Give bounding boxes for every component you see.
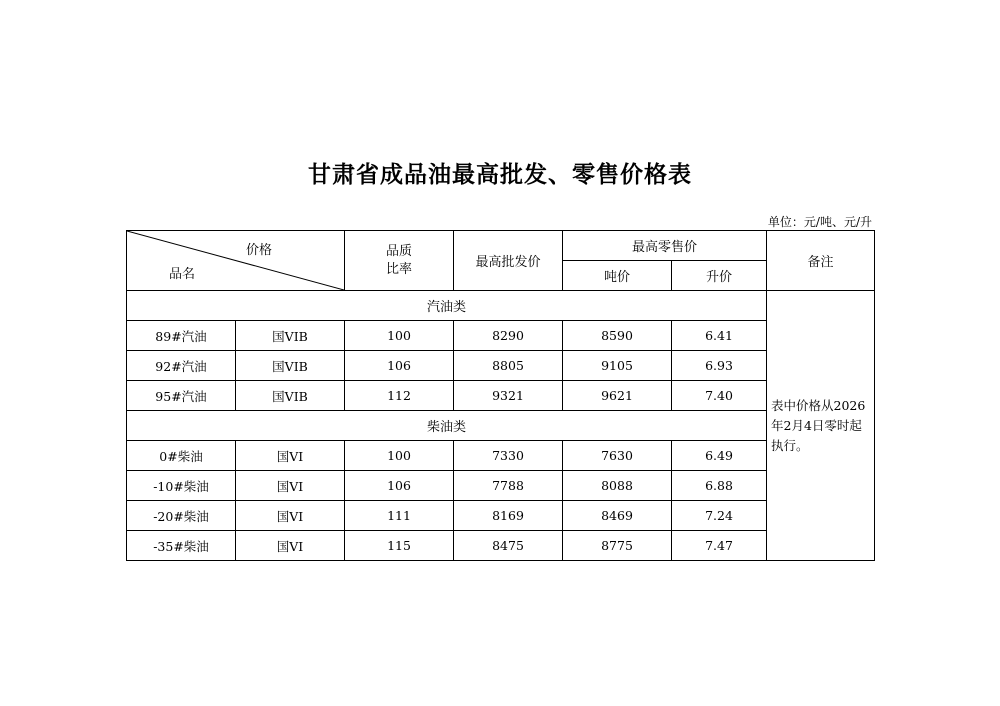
standard-cell: 国VIB	[236, 321, 345, 351]
category-label: 汽油类	[127, 291, 767, 321]
grade-ratio-cell: 111	[345, 501, 454, 531]
standard-cell: 国VI	[236, 531, 345, 561]
retail-liter-price-cell: 6.49	[672, 441, 767, 471]
table-row	[127, 381, 875, 411]
table-row	[127, 531, 875, 561]
standard-cell: 国VI	[236, 441, 345, 471]
diagonal-header-cell	[127, 231, 345, 291]
wholesale-price-cell: 8290	[454, 321, 563, 351]
table-row	[127, 471, 875, 501]
grade-ratio-header	[345, 231, 454, 291]
retail-liter-price-cell: 6.88	[672, 471, 767, 501]
product-name-header-label: 品名	[169, 267, 196, 282]
category-row	[127, 411, 875, 441]
standard-cell: 国VI	[236, 471, 345, 501]
grade-ratio-cell: 112	[345, 381, 454, 411]
per-ton-header: 吨价	[563, 261, 672, 291]
standard-cell: 国VIB	[236, 351, 345, 381]
table-row	[127, 351, 875, 381]
retail-ton-price-cell: 8590	[563, 321, 672, 351]
retail-ton-price-cell: 9105	[563, 351, 672, 381]
diagonal-line	[127, 231, 344, 290]
retail-ton-price-cell: 8469	[563, 501, 672, 531]
retail-liter-price-cell: 7.24	[672, 501, 767, 531]
product-name-cell: 92#汽油	[127, 351, 236, 381]
retail-ton-price-cell: 7630	[563, 441, 672, 471]
wholesale-price-cell: 8475	[454, 531, 563, 561]
product-name-cell: 0#柴油	[127, 441, 236, 471]
grade-ratio-cell: 106	[345, 351, 454, 381]
retail-ton-price-cell: 9621	[563, 381, 672, 411]
remark-header: 备注	[767, 231, 875, 291]
standard-cell: 国VI	[236, 501, 345, 531]
wholesale-price-cell: 8169	[454, 501, 563, 531]
product-name-cell: -20#柴油	[127, 501, 236, 531]
retail-liter-price-cell: 6.41	[672, 321, 767, 351]
remark-cell: 表中价格从2026年2月4日零时起执行。	[767, 291, 875, 561]
wholesale-price-cell: 7788	[454, 471, 563, 501]
product-name-cell: 89#汽油	[127, 321, 236, 351]
page-title: 甘肃省成品油最高批发、零售价格表	[308, 162, 692, 188]
retail-liter-price-cell: 6.93	[672, 351, 767, 381]
retail-ton-price-cell: 8775	[563, 531, 672, 561]
unit-note: 单位：元/吨、元/升	[767, 215, 872, 229]
table-row	[127, 501, 875, 531]
retail-liter-price-cell: 7.47	[672, 531, 767, 561]
wholesale-price-cell: 7330	[454, 441, 563, 471]
retail-ton-price-cell: 8088	[563, 471, 672, 501]
grade-ratio-label-1: 品质	[385, 243, 412, 259]
per-liter-header: 升价	[672, 261, 767, 291]
grade-ratio-label-2: 比率	[385, 261, 412, 277]
table-row	[127, 321, 875, 351]
grade-ratio-cell: 115	[345, 531, 454, 561]
grade-ratio-cell: 106	[345, 471, 454, 501]
grade-ratio-cell: 100	[345, 441, 454, 471]
wholesale-price-cell: 9321	[454, 381, 563, 411]
retail-liter-price-cell: 7.40	[672, 381, 767, 411]
max-wholesale-header: 最高批发价	[454, 231, 563, 291]
grade-ratio-cell: 100	[345, 321, 454, 351]
product-name-cell: 95#汽油	[127, 381, 236, 411]
category-row	[127, 291, 875, 321]
category-label: 柴油类	[127, 411, 767, 441]
price-table	[126, 230, 875, 561]
product-name-cell: -35#柴油	[127, 531, 236, 561]
header-row-1	[127, 231, 875, 261]
max-retail-header: 最高零售价	[563, 231, 767, 261]
wholesale-price-cell: 8805	[454, 351, 563, 381]
standard-cell: 国VIB	[236, 381, 345, 411]
table-row	[127, 441, 875, 471]
price-header-label: 价格	[245, 243, 272, 258]
product-name-cell: -10#柴油	[127, 471, 236, 501]
